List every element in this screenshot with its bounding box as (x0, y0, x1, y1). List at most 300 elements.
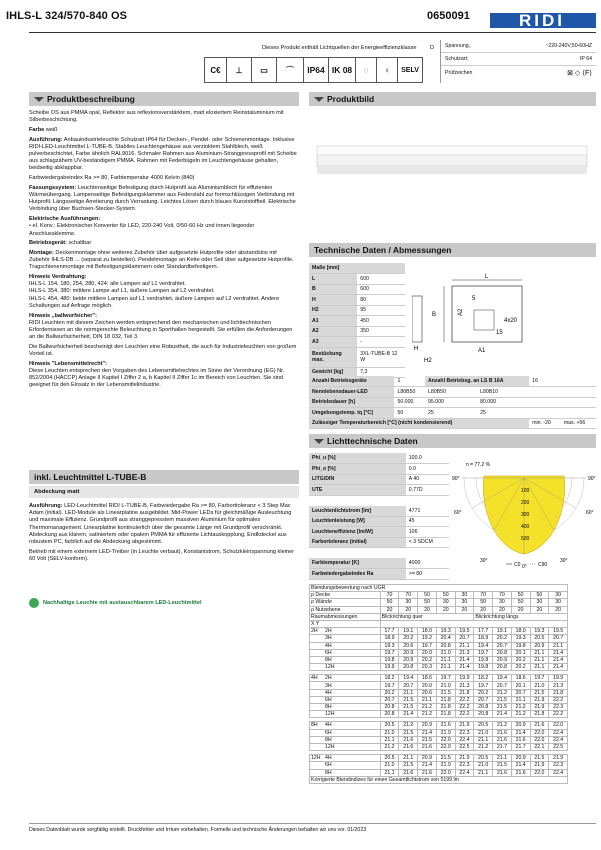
ugr-view-row (310, 613, 568, 620)
svg-text:B: B (432, 312, 437, 318)
ugr-cell: 20.5 (380, 722, 399, 729)
section-lichttechnische: Lichttechnische Daten (309, 434, 596, 449)
ugr-cell: 21.5 (530, 755, 549, 762)
ugr-cell: 21.0 (436, 682, 455, 689)
ugr-xy-cell: 4H (310, 689, 381, 696)
ugr-cell: 21.0 (530, 682, 549, 689)
ugr-cell: 20.9 (399, 649, 418, 656)
ugr-cell: 20 (511, 606, 530, 613)
ugr-cell: 22.3 (455, 762, 474, 769)
ugr-cell: 21.4 (511, 762, 530, 769)
ugr-cell: 22.4 (455, 736, 474, 743)
ugr-cell: 19.3 (530, 628, 549, 635)
ugr-cell: 22.2 (455, 696, 474, 703)
ugr-cell: 21.1 (511, 696, 530, 703)
ugr-cell: 21.9 (530, 696, 549, 703)
ugr-cell: ρ Wände (310, 599, 381, 606)
ugr-cell: 22.2 (549, 696, 568, 703)
ugr-cell: 20.8 (493, 664, 512, 671)
ugr-data-row (310, 711, 568, 718)
section-leuchtmittel: inkl. Leuchtmittel L-TUBE-B (29, 470, 299, 485)
ugr-cell: 20.9 (530, 642, 549, 649)
ugr-cell: 20.7 (455, 635, 474, 642)
ugr-cell: 20.9 (418, 755, 437, 762)
ugr-data-row (310, 762, 568, 769)
ugr-xy-cell: 6H (310, 696, 381, 703)
ugr-cell: 19.8 (474, 664, 493, 671)
ugr-cell: 30 (399, 599, 418, 606)
ugr-data-row (310, 704, 568, 711)
description-text: Scheibe OS aus PMMA opal, Reflektor aus reflexionsverstärktem, matt eloxiertem Reinstaluminium mit Silberbeschichtung. Farbe weiß Ausführung: Anbauindustrieleuchte Schutzart IP64 für Decken-, Pendel- oder Schienenmontage. Inklusive RIDI-LED-Leuchtmittel L-TUBE-B. Stabiles Leuchtengehäuse aus verzinktem Stahlblech, weiß pulverbeschichtet, Farbe ähnlich RAL9016. Schmaler Rahmen aus Aluminium-Strangpressprofil mit Scheibe aus schlagzähem UV-beständigem PMMA. Rahmen mit Federbügeln im Leuchtengehäuse gehalten, beidseitig abklappbar. Farbwiedergabeindex Ra >= 80, Farbtemperatur 4000 Kelvin (840) Fassungssystem: Leuchtenseitige Befestigung durch Hutprofil aus Aluminiumblech für effizienten Wärmeübergang. Lampenseitige Befestigungsklammer aus Federstahl zur formschlüssigen Verbindung mit Hutprofil. Längsseitige Arretierung durch Verrastung. Leichtes Lösen durch blaues Kunststoffteil. Elektrische Verbindung über Buchsen-Stecker-System. Elektrische Ausführungen: • el. Konv.: Elektronischer Konverter für LED, 220-240 Volt, 0/50-60 Hz und innen liegender Anschlussklemme. Betriebsgerät: schaltbar Montage: Deckenmontage ohne weiteres Zubehör über aufgesetzte Hutprofile oder abstandslos mit Zubehör IHLS-DB ... (separat zu bestellen). Pendelmontage an Kette oder Seil über aufgesetzte Hutprofile. Tragschienenmontage mit Befestigungsklammern oder Standardbefestigern. Hinweis Verdrahtung: IHLS-L 154, 180, 254, 280, 424: alle Lampen auf L1 verdrahtet. IHLS-L 354, 380: mittlere Lampe auf L1, äußere Lampen auf L2 verdrahtet. IHLS-L 454, 480: beide mittlere Lampen auf L1 verdrahtet, äußere Lampen auf L2 verdrahtet. Andere Schaltungen auf Anfrage möglich. Hinweis „ballwurfsicher": RIDI Leuchten mit diesem Zeichen werden entsprechend den mechanischen und lichttechnischen Erfordernissen an die normgerechte Beleuchtung in Sporthallen hergestellt. Sie erfüllen die Anforderungen an die Ballwurfsicherheit, DIN 18 032, Teil 3. Die Ballwurfsicherheit bescheinigt den Leuchten eine Robustheit, die auch für Industrieleuchten von großem Vorteil ist. Hinweis "Lebensmittelrecht": Diese Leuchten entsprechen den Vorgaben des Lebensmittelrechtes im Sinne der Verordnung (EG) Nr. 852/2004 (HACCP) Anlage II Kapitel I Ziffer 2 a, b Kapitel II Ziffer 1c im Bereich von Leuchten. Sie sind geeignet für den Einsatz in der Lebensmittelindustrie. (29, 110, 297, 389)
ugr-cell (380, 620, 567, 627)
sustainability-note: Nachhaltige Leuchte mit austauschbarem LED-Leuchtmittel (29, 595, 299, 610)
ce-mark-icon: C€ (204, 57, 227, 83)
svg-text:60°: 60° (586, 510, 594, 516)
ugr-cell: 19.7 (436, 675, 455, 682)
ugr-cell: 21.8 (549, 689, 568, 696)
ugr-cell: 30 (549, 599, 568, 606)
ugr-cell: 21.1 (399, 689, 418, 696)
abdeckung-header: Abdeckung matt (29, 486, 299, 498)
ugr-cell: 21.0 (436, 649, 455, 656)
ugr-cell: 21.1 (436, 656, 455, 663)
ugr-table: Blendungsbewertung nach UGR ρ Decke 70 70 50 50 30 70 70 50 50 30 ρ Wände 50 30 50 30 30 50 30 50 30 30 ρ Nutzebene 20 20 20 20 20 20 20 20 20 20 Raumabmessungen Blickrichtung quer Blickrichtung längs X Y 2H 2H 17.7 19.1 18.0 19.3 19.5 17.7 19.1 18.0 19.3 19.5 3H 18.9 20.2 19.2 20.4 20.7 18.9 20.2 19.3 20.5 20.7 4H 19.3 20.6 19.7 20.8 21.1 19.4 20.7 19.8 20.9 21.1 6H 19.7 20.9 20.0 21.0 21.3 19.7 20.8 20.1 21.1 21.4 8H 19.8 20.9 20.2 21.1 21.4 19.8 20.9 20.2 21.1 21.4 12H 19.9 20.8 20.3 21.1 21.4 19.8 20.8 20.2 21.1 21.4 4H 2H 18.2 19.4 18.6 19.7 19.9 18.2 19.4 18.6 19.7 19.9 3H 19.7 20.7 20.0 21.0 21.3 19.7 20.7 20.1 21.0 21.3 4H 20.2 21.1 20.6 21.5 21.8 20.2 21.2 20.7 21.5 21.8 6H 20.7 21.5 21.1 21.8 22.2 20.7 21.5 21.1 21.9 22.2 8H 20.8 21.5 21.2 21.8 22.2 20.8 21.5 21.2 21.9 22.3 12H 20.8 21.4 21.2 21.8 22.2 20.8 21.4 21.2 21.8 22.2 8H 4H 20.5 21.2 20.9 21.6 21.9 20.5 21.2 20.9 21.6 22.0 6H 21.0 21.5 21.4 21.9 22.3 21.0 21.6 21.4 22.0 22.4 8H 21.1 21.6 21.5 22.0 22.4 21.1 21.6 21.6 22.0 22.4 12H 21.2 21.6 21.6 22.0 22.5 21.2 21.7 21.7 22.1 22.5 12H 4H 20.5 21.1 20.9 21.5 21.9 20.5 21.1 20.9 21.5 21.9 6H 21.0 21.5 21.4 21.9 22.3 21.0 21.5 21.4 21.9 22.3 8H 21.1 21.6 21.6 22.0 22.4 21.1 21.6 21.6 22.0 22.4 Korrigierte Blendindizes für einen Gesamtlichtstrom von 5199 lm (309, 584, 568, 784)
ugr-cell: 22.0 (530, 729, 549, 736)
spec-row-voltage: Spannung, ~220-240V,50-60HZ (441, 40, 596, 53)
ugr-cell: 21.3 (549, 682, 568, 689)
ugr-cell: 19.7 (474, 682, 493, 689)
ugr-cell: 20.2 (399, 635, 418, 642)
ugr-data-row (310, 656, 568, 663)
ugr-cell: 21.5 (493, 762, 512, 769)
ugr-cell: 19.7 (418, 642, 437, 649)
ugr-cell: 50 (530, 592, 549, 599)
ugr-cell: 22.2 (455, 711, 474, 718)
ugr-data-row (310, 696, 568, 703)
ugr-cell: 21.1 (474, 769, 493, 776)
section-technische-daten: Technische Daten / Abmessungen (309, 243, 596, 258)
section-produktbild: Produktbild (309, 92, 596, 107)
svg-text:H2: H2 (424, 358, 432, 364)
ugr-cell: 21.9 (436, 729, 455, 736)
product-code: 0650091 (427, 10, 470, 22)
triangle-icon (314, 97, 324, 102)
dimension-drawing (412, 270, 592, 370)
ugr-cell: 21.1 (549, 642, 568, 649)
ugr-cell: 30 (455, 599, 474, 606)
ugr-data-row (310, 675, 568, 682)
ugr-rho-row (310, 592, 568, 599)
ugr-cell: 20.0 (418, 682, 437, 689)
svg-text:C0: C0 (514, 562, 521, 568)
footer-note: Dieses Datenblatt wurde sorgfältig erstellt. Druckfehler und Irrtum vorbehalten. Formelle und technische Änderungen behalten wir uns vor. 01/2023 (29, 827, 367, 833)
ugr-xy-cell: 6H (310, 762, 381, 769)
ugr-xy-cell: 4H 2H (310, 675, 381, 682)
ik08-badge: IK 08 (328, 57, 356, 83)
ugr-cell: 21.1 (530, 649, 549, 656)
ugr-cell: 22.5 (549, 743, 568, 750)
ugr-cell: 20 (474, 606, 493, 613)
ugr-cell: 19.7 (380, 682, 399, 689)
ugr-data-row (310, 682, 568, 689)
ugr-cell: 21.0 (380, 762, 399, 769)
ugr-xy-cell: 2H 2H (310, 628, 381, 635)
ugr-cell: 21.5 (493, 696, 512, 703)
ugr-cell: 21.6 (493, 729, 512, 736)
svg-text:60°: 60° (454, 510, 462, 516)
ugr-cell: 21.6 (493, 769, 512, 776)
ugr-cell: 21.2 (380, 743, 399, 750)
ugr-cell: 21.2 (493, 689, 512, 696)
ugr-cell: 21.8 (455, 689, 474, 696)
ugr-cell: 22.5 (455, 743, 474, 750)
ugr-cell: 20.2 (380, 689, 399, 696)
ugr-cell: 21.9 (530, 704, 549, 711)
pendant-mount-icon: ⌒ (276, 57, 304, 83)
ugr-xy-cell: 8H (310, 656, 381, 663)
ugr-cell: 21.7 (511, 743, 530, 750)
svg-text:400: 400 (521, 524, 530, 530)
lighting-table: Phi_u [%] 100.0 Phi_o [%] 0.0 LITG/DIN A 40 UTE 0.77D Leuchtenlichtstrom [lm] 4771 Leuchtenleistung [W] 45 Leuchteneffizienz [lm/W] 106 Farbortoleranz (initial) < 3 SDCM Farbtemperatur [K] 4000 Farbwiedergabeindex Ra >= 80 (309, 453, 449, 580)
ugr-cell: 20.8 (399, 664, 418, 671)
ugr-cell: 20.1 (511, 649, 530, 656)
ugr-cell: 20.7 (549, 635, 568, 642)
ugr-xy-cell: 8H (310, 769, 381, 776)
ugr-cell: X Y (310, 620, 381, 627)
ugr-cell: Korrigierte Blendindizes für einen Gesamtlichtstrom von 5199 lm (310, 776, 568, 783)
ugr-cell: 20.5 (474, 755, 493, 762)
lamp-icon: ♀ (376, 57, 398, 83)
ugr-cell: 19.9 (549, 675, 568, 682)
ugr-cell: 21.8 (530, 711, 549, 718)
ugr-cell: 19.5 (549, 628, 568, 635)
dimensions-table: Maße [mm] L 600 B 600 H 80 H2 95 A1 450 A2 350 A3 - Bestückung max. 3XL-TUBE-B 12 W Gewicht [kg] 7,3 (309, 263, 405, 378)
ugr-cell: 20 (399, 606, 418, 613)
ugr-cell: 22.2 (549, 711, 568, 718)
ugr-data-row (310, 755, 568, 762)
ugr-cell: 21.4 (418, 762, 437, 769)
svg-text:300: 300 (521, 512, 530, 518)
svg-text:4x20: 4x20 (504, 318, 518, 324)
svg-text:30°: 30° (560, 558, 568, 564)
ugr-data-row (310, 664, 568, 671)
ugr-cell: 20.7 (474, 696, 493, 703)
ugr-cell: 17.7 (474, 628, 493, 635)
ugr-cell: 18.0 (418, 628, 437, 635)
ugr-cell: 19.3 (436, 628, 455, 635)
svg-text:100: 100 (521, 488, 530, 494)
svg-text:500: 500 (521, 536, 530, 542)
ugr-cell: 21.6 (399, 769, 418, 776)
ugr-cell: 20 (493, 606, 512, 613)
ugr-cell: 19.4 (474, 642, 493, 649)
ugr-cell: 50 (474, 599, 493, 606)
ugr-data-row (310, 628, 568, 635)
ugr-cell: 21.4 (455, 656, 474, 663)
ugr-data-row (310, 649, 568, 656)
spec-row-certs: Prüfzeichen ⊠ ◇ ⟨F⟩ (445, 69, 592, 77)
ugr-cell: 20.5 (474, 722, 493, 729)
ugr-cell: 19.8 (474, 656, 493, 663)
ugr-xy-cell: 12H (310, 743, 381, 750)
ugr-cell: ρ Nutzebene (310, 606, 381, 613)
ugr-cell: 20 (380, 606, 399, 613)
ugr-cell: 20.6 (399, 642, 418, 649)
ugr-cell: 21.1 (380, 736, 399, 743)
ugr-cell: 18.0 (511, 628, 530, 635)
ugr-cell: 21.4 (399, 711, 418, 718)
ugr-cell: 20.5 (530, 635, 549, 642)
ugr-cell: 19.3 (380, 642, 399, 649)
ugr-cell: 21.5 (399, 762, 418, 769)
ugr-xy-cell: 12H 4H (310, 755, 381, 762)
ugr-cell: Blickrichtung quer (380, 613, 474, 620)
ugr-cell: 21.4 (549, 664, 568, 671)
ugr-cell: 22.2 (455, 704, 474, 711)
ugr-cell: 50 (511, 592, 530, 599)
selv-badge: SELV (397, 57, 423, 83)
product-title: IHLS-L 324/570-840 OS (6, 10, 128, 22)
ugr-cell: 22.4 (549, 729, 568, 736)
ugr-cell: 70 (399, 592, 418, 599)
ugr-cell: 22.3 (549, 762, 568, 769)
ugr-cell: Blickrichtung längs (474, 613, 568, 620)
ugr-cell: 22.3 (549, 704, 568, 711)
ugr-xy-cell: 12H (310, 711, 381, 718)
ugr-cell: 20.2 (493, 635, 512, 642)
ugr-cell: 22.1 (530, 743, 549, 750)
ugr-cell: 21.4 (455, 664, 474, 671)
ugr-xy-cell: 8H (310, 736, 381, 743)
energy-note: Dieses Produkt enthält Lichtquellen der Energieeffizienzklasse (262, 45, 417, 51)
ugr-cell: 19.7 (380, 649, 399, 656)
icon-strip (204, 57, 422, 83)
ugr-cell: 21.6 (399, 743, 418, 750)
ugr-cell: 21.7 (493, 743, 512, 750)
ugr-cell: 21.6 (418, 743, 437, 750)
ugr-cell: 21.8 (436, 711, 455, 718)
ugr-cell: 20.3 (418, 664, 437, 671)
ugr-cell: 20.9 (511, 722, 530, 729)
ugr-cell: 21.5 (418, 736, 437, 743)
ugr-cell: 21.6 (418, 769, 437, 776)
ugr-cell: 21.5 (399, 696, 418, 703)
ugr-cell: 19.4 (399, 675, 418, 682)
ugr-cell: 21.2 (399, 722, 418, 729)
leaf-icon (29, 598, 39, 608)
ugr-cell: 22.0 (436, 743, 455, 750)
ugr-cell: 30 (493, 599, 512, 606)
polar-diagram (452, 458, 596, 572)
ugr-cell: 19.7 (530, 675, 549, 682)
ugr-cell: 21.6 (436, 722, 455, 729)
ugr-cell: 20.2 (511, 656, 530, 663)
ugr-xy-cell: 8H 4H (310, 722, 381, 729)
svg-text:C90: C90 (538, 562, 548, 568)
ugr-cell: 20.8 (474, 704, 493, 711)
ugr-cell: 21.1 (418, 696, 437, 703)
svg-text:90°: 90° (588, 476, 596, 482)
ugr-cell: 18.6 (511, 675, 530, 682)
ugr-cell: 18.9 (474, 635, 493, 642)
ugr-cell: 22.3 (455, 729, 474, 736)
ugr-cell: 21.2 (418, 704, 437, 711)
ugr-cell: 20 (549, 606, 568, 613)
ugr-data-row (310, 769, 568, 776)
ugr-cell: 20.9 (418, 722, 437, 729)
ugr-cell: 21.4 (511, 729, 530, 736)
svg-text:90°: 90° (452, 476, 460, 482)
ugr-rho-row (310, 599, 568, 606)
ugr-cell: 20.8 (493, 649, 512, 656)
ugr-cell: 20.8 (380, 704, 399, 711)
ugr-cell: 20.2 (474, 689, 493, 696)
svg-text:n = 77.2 %: n = 77.2 % (466, 462, 491, 468)
ugr-data-row (310, 689, 568, 696)
ugr-cell: 22.4 (549, 769, 568, 776)
ugr-cell: 21.1 (455, 642, 474, 649)
ugr-cell: 30 (530, 599, 549, 606)
energy-class: D (430, 45, 435, 51)
ugr-cell: 21.2 (493, 722, 512, 729)
ugr-cell: 21.0 (474, 729, 493, 736)
ugr-cell: 21.3 (455, 649, 474, 656)
ugr-cell: 21.4 (418, 729, 437, 736)
ugr-cell: 21.5 (530, 689, 549, 696)
ugr-cell: 19.8 (380, 656, 399, 663)
ugr-cell: 19.1 (399, 628, 418, 635)
ugr-cell: 21.5 (493, 704, 512, 711)
ugr-data-row (310, 722, 568, 729)
ugr-xy-cell: 3H (310, 682, 381, 689)
ugr-cell: 21.4 (493, 711, 512, 718)
ugr-data-row (310, 642, 568, 649)
ugr-data-row (310, 736, 568, 743)
ugr-footer-row (310, 776, 568, 783)
ugr-xy-cell: 12H (310, 664, 381, 671)
recessed-mount-icon: ⊥ (226, 57, 252, 83)
ugr-cell: 20.2 (418, 656, 437, 663)
ugr-cell: 20.7 (493, 642, 512, 649)
ugr-xy-cell: 6H (310, 649, 381, 656)
ugr-cell: 19.9 (380, 664, 399, 671)
ugr-cell: 21.0 (380, 729, 399, 736)
ugr-cell: 18.2 (474, 675, 493, 682)
ugr-xy-cell: 6H (310, 729, 381, 736)
ip64-badge: IP64 (303, 57, 329, 83)
ugr-cell: 21.5 (399, 704, 418, 711)
ugr-cell: 20 (530, 606, 549, 613)
ugr-cell: 22.0 (530, 736, 549, 743)
ugr-cell: 20.7 (511, 689, 530, 696)
svg-text:5: 5 (472, 296, 476, 302)
ugr-cell: 22.0 (436, 736, 455, 743)
ugr-cell: 21.6 (511, 769, 530, 776)
ugr-cell: 50 (511, 599, 530, 606)
ugr-cell: 22.4 (549, 736, 568, 743)
ugr-cell: 20.7 (399, 682, 418, 689)
ugr-cell: 50 (436, 592, 455, 599)
ugr-cell: 19.1 (493, 628, 512, 635)
ugr-data-row (310, 635, 568, 642)
ugr-cell: 21.1 (399, 755, 418, 762)
ugr-xy-cell: 3H (310, 635, 381, 642)
ugr-rho-row (310, 606, 568, 613)
ugr-cell: 20.9 (493, 656, 512, 663)
ugr-cell: 20.8 (380, 711, 399, 718)
ugr-cell: 20.8 (474, 711, 493, 718)
ugr-cell: 19.4 (493, 675, 512, 682)
ugr-cell: 22.0 (549, 722, 568, 729)
ugr-cell: 22.4 (455, 769, 474, 776)
ugr-cell: 17.7 (380, 628, 399, 635)
spec-row-protection: Schutzart: IP 64 (441, 53, 596, 66)
ugr-cell: 21.9 (530, 762, 549, 769)
ugr-cell: 70 (493, 592, 512, 599)
ugr-cell: 20.7 (493, 682, 512, 689)
ugr-cell: 21.1 (474, 736, 493, 743)
ugr-cell: 22.0 (436, 769, 455, 776)
ugr-cell: 21.6 (530, 722, 549, 729)
ugr-cell: 19.3 (511, 635, 530, 642)
ugr-cell: 20.8 (436, 642, 455, 649)
ugr-cell: 19.2 (418, 635, 437, 642)
ugr-cell: 21.6 (511, 736, 530, 743)
section-produktbeschreibung: Produktbeschreibung (29, 92, 299, 107)
ugr-xy-row (310, 620, 568, 627)
ugr-cell: 18.9 (380, 635, 399, 642)
ugr-cell: 22.0 (530, 769, 549, 776)
ugr-cell: 70 (380, 592, 399, 599)
ugr-cell: 21.5 (436, 755, 455, 762)
ugr-cell: 19.9 (455, 675, 474, 682)
ugr-cell: 21.2 (511, 704, 530, 711)
svg-text:15: 15 (496, 330, 503, 336)
ugr-cell: 50 (380, 599, 399, 606)
svg-text:L: L (485, 274, 489, 280)
surface-mount-icon: ▭ (251, 57, 277, 83)
ugr-cell: 21.6 (493, 736, 512, 743)
ugr-cell: 21.2 (511, 711, 530, 718)
ugr-cell: 21.9 (436, 762, 455, 769)
operation-table: Anzahl Betriebsgeräte 1 Anzahl Betriebsg. an LS B 16A 16 Nennlebensdauer-LED L80B50 L80B50 L80B10 Betriebsdauer [h] 50.000 95.000 80.000 Umgebungstemp. tq [°C] 50 25 25 Zulässiger Temperaturbereich [°C] (nicht kondensierend) min. -20 max. +56 (309, 376, 596, 429)
ugr-cell: 19.5 (455, 628, 474, 635)
ugr-cell: 20.0 (418, 649, 437, 656)
svg-text:200: 200 (521, 500, 530, 506)
ugr-cell: 19.8 (511, 642, 530, 649)
ugr-cell: ρ Decke (310, 592, 381, 599)
ugr-cell: 20 (418, 606, 437, 613)
ugr-cell: 20.9 (399, 656, 418, 663)
leuchtmittel-text: Ausführung: LED-Leuchtmittel RIDI L-TUBE-B, Farbwiedergabe Ra >= 80, Farborttoleranz < 3 Step Mac Adam (initial). LED-Module als Linearplatine ausgebildet. Mid-Power LEDs für gleichmäßige Ausleuchtung und maximale Effizienz. Grundprofil aus stranggepresstem massiven Aluminium für optimales Thermomanagement. Linearplatine kontinuierlich über die gesamte Länge mit Grundprofil verschränkt. Abdeckung aus klarem, satiniertem oder opalem PMMA für effiziente Lichtauskopplung, Endkdeckel aus robustem PC, farblich auf die Abdeckung abgestimmt. Betrieb mit einem externem LED-Treiber (in Leuchte verbaut), Konstantstrom, Schutzkleinspannung kleiner 60 Volt (SELV-konform). (29, 503, 295, 562)
ugr-cell: 21.1 (530, 664, 549, 671)
product-image (309, 108, 596, 238)
ugr-cell: 30 (455, 592, 474, 599)
ugr-cell: 50 (418, 599, 437, 606)
triangle-icon (314, 439, 324, 444)
svg-text:0°: 0° (522, 564, 527, 570)
ugr-cell: 21.8 (436, 704, 455, 711)
ugr-cell: 21.4 (549, 649, 568, 656)
ugr-cell: 20 (455, 606, 474, 613)
ugr-cell: 50 (418, 592, 437, 599)
ugr-cell: 18.6 (418, 675, 437, 682)
ugr-cell: 21.2 (418, 711, 437, 718)
ugr-cell: 21.8 (436, 696, 455, 703)
ugr-cell: 21.9 (549, 755, 568, 762)
ugr-xy-cell: 8H (310, 704, 381, 711)
ugr-cell: 21.1 (436, 664, 455, 671)
